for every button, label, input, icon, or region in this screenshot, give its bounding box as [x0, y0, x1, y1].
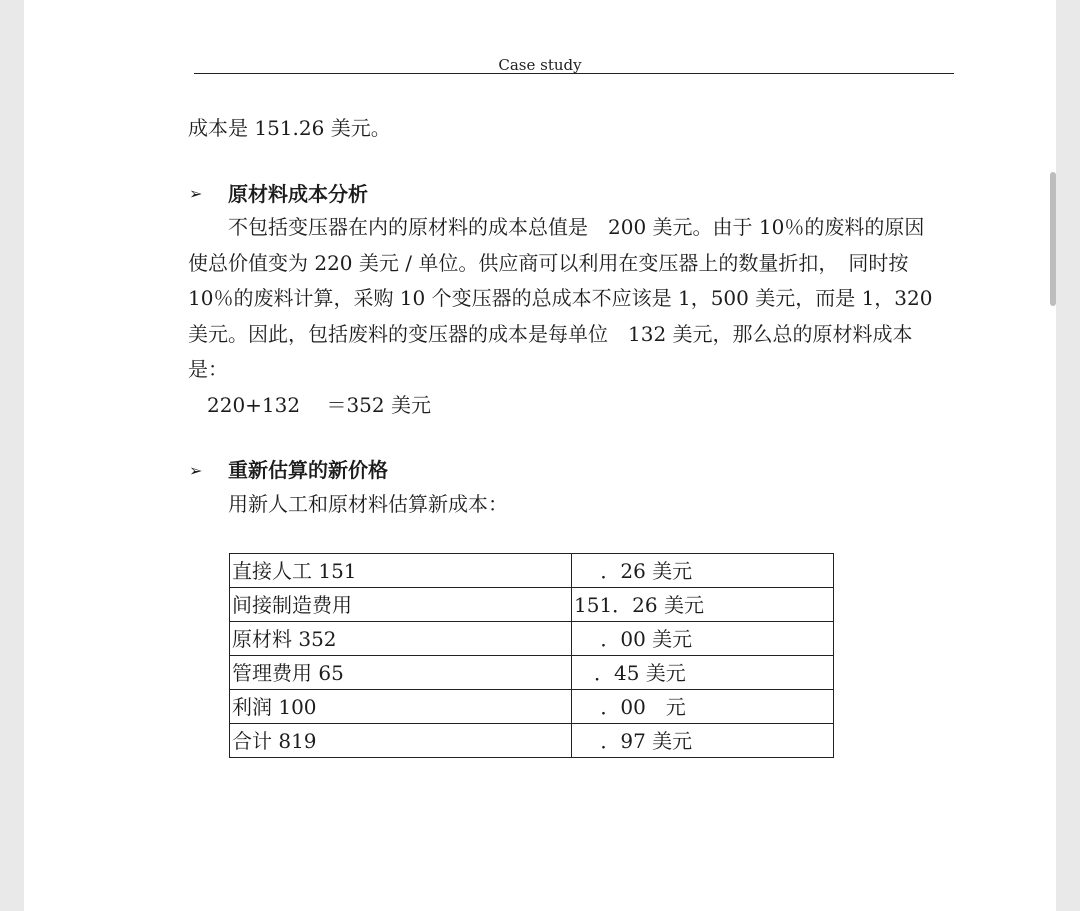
intro-line: 成本是 151.26 美元。 — [188, 116, 391, 140]
cost-item-cell: 原材料 352 — [230, 622, 572, 656]
cost-amount-cell: ．26 美元 — [572, 554, 834, 588]
section1-paragraph-line: 美元。因此，包括废料的变压器的成本是每单位 132 美元，那么总的原材料成本 — [188, 322, 913, 346]
cost-item-cell: 直接人工 151 — [230, 554, 572, 588]
section2-heading: 重新估算的新价格 — [228, 458, 388, 482]
cost-amount-cell: ．00 美元 — [572, 622, 834, 656]
table-row — [230, 724, 834, 758]
section1-paragraph-line: 是： — [188, 357, 228, 381]
section2-intro: 用新人工和原材料估算新成本： — [228, 492, 508, 516]
cost-item-cell: 间接制造费用 — [230, 588, 572, 622]
header-rule — [194, 73, 954, 74]
section1-paragraph-line: 10％的废料计算，采购 10 个变压器的总成本不应该是 1，500 美元，而是 1，320 — [188, 286, 933, 310]
section2-bullet-icon: ➢ — [189, 461, 203, 480]
table-row — [230, 554, 834, 588]
table-row — [230, 690, 834, 724]
cost-item-cell: 合计 819 — [230, 724, 572, 758]
document-page — [24, 0, 1056, 911]
table-row — [230, 656, 834, 690]
page-header-title: Case study — [498, 56, 582, 74]
scrollbar-thumb[interactable] — [1050, 172, 1056, 306]
table-row — [230, 588, 834, 622]
cost-amount-cell: 151．26 美元 — [572, 588, 834, 622]
cost-item-cell: 利润 100 — [230, 690, 572, 724]
cost-amount-cell: ．45 美元 — [572, 656, 834, 690]
cost-item-cell: 管理费用 65 — [230, 656, 572, 690]
section1-paragraph-line: 使总价值变为 220 美元 / 单位。供应商可以利用在变压器上的数量折扣， 同时按 — [188, 251, 909, 275]
cost-table — [229, 553, 834, 758]
section1-formula: 220+132 ＝352 美元 — [207, 393, 431, 417]
cost-amount-cell: ．97 美元 — [572, 724, 834, 758]
section1-heading: 原材料成本分析 — [228, 182, 368, 206]
section1-paragraph-line: 不包括变压器在内的原材料的成本总值是 200 美元。由于 10％的废料的原因 — [228, 215, 925, 239]
section1-bullet-icon: ➢ — [189, 184, 203, 203]
table-row — [230, 622, 834, 656]
cost-amount-cell: ．00 元 — [572, 690, 834, 724]
